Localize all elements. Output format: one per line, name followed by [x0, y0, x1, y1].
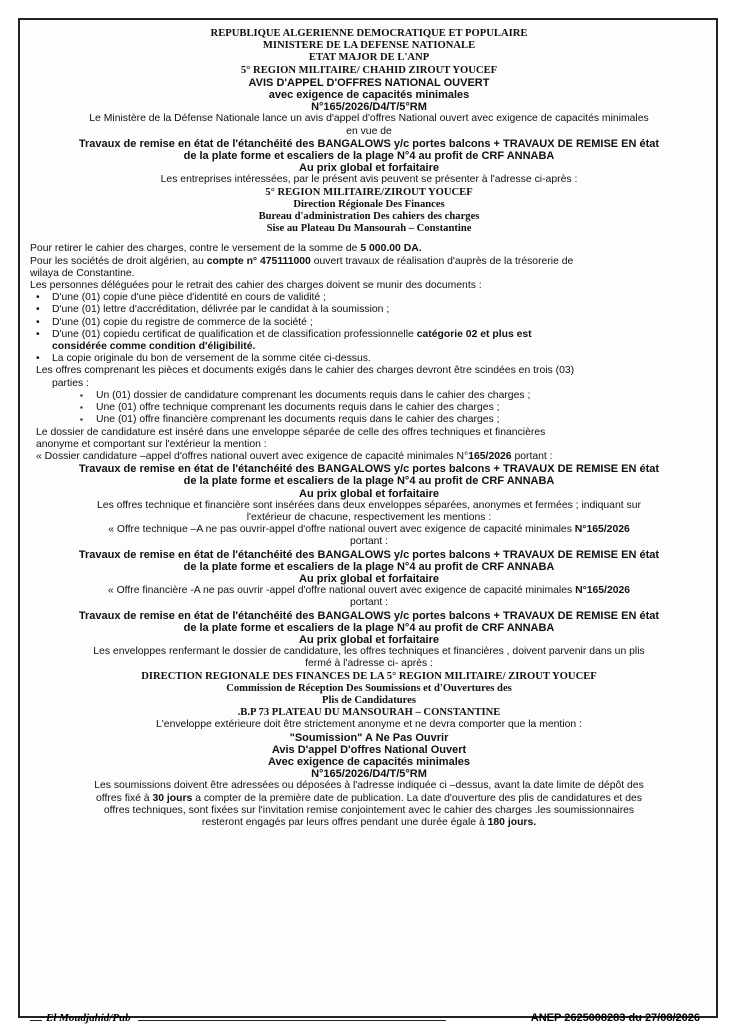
notice-title-block [30, 77, 708, 114]
dossier-mention: « Dossier candidature –appel d'offres national ouvert avec exigence de capacité minimales N°165/2026 portant : [36, 450, 553, 462]
address-block-2 [30, 671, 708, 720]
tech-intro: Les offres technique et financière sont insérées dans deux enveloppes séparées, anonymes et fermées ; indiquant sur [97, 499, 641, 511]
tech-mention-2: portant : [349, 536, 389, 548]
notice-reference: N°165/2026/D4/T/5°RM [311, 101, 427, 114]
address2-line: Plis de Candidatures [322, 694, 416, 706]
header-republic: REPUBLIQUE ALGERIENNE DEMOCRATIQUE ET POPULAIRE [210, 28, 528, 39]
footer [30, 1012, 708, 1026]
fin-mention: « Offre financière -A ne pas ouvrir -appel d'offre national ouvert avec exigence de capacité minimales N°165/2026 [107, 585, 631, 597]
intro-text: Le Ministère de la Défense Nationale lance un avis d'appel d'offres National ouvert avec exigence de capacités minimales [89, 113, 649, 125]
project-title-2: de la plate forme et escaliers de la plage N°4 au profit de CRF ANNABA [183, 621, 555, 634]
notice-title: AVIS D'APPEL D'OFFRES NATIONAL OUVERT [248, 76, 490, 89]
deadline: 30 jours [152, 792, 193, 804]
delegates-text: Les personnes déléguées pour le retrait des cahier des charges doivent se munir des documents : [30, 280, 482, 292]
tender-notice [30, 28, 708, 829]
footer-rule [138, 1020, 446, 1021]
offres-text: Les offres comprenant les pièces et documents exigés dans le cahier des charges devront être scindées en trois (03) [36, 365, 575, 377]
header-block [30, 28, 708, 77]
intro-text-2: en vue de [346, 125, 392, 137]
address1-line: 5° REGION MILITAIRE/ZIROUT YOUCEF [265, 186, 473, 198]
price-mode: Au prix global et forfaitaire [299, 633, 439, 646]
documents-list [30, 292, 708, 365]
notice-subtitle: avec exigence de capacités minimales [268, 89, 470, 102]
compte-text-2: wilaya de Constantine. [30, 267, 135, 279]
enveloppes-text-2: fermé à l'adresse ci- après : [305, 658, 433, 670]
account-number: compte n° 475111000 [206, 255, 311, 267]
list-item: • La copie originale du bon de versement de la somme citée ci-dessus. [30, 353, 708, 365]
list-item: • D'une (01) copiedu certificat de qualification et de classification professionnelle catégorie 02 et plus est considérée comme condition d'éligibilité. [30, 329, 708, 353]
header-staff: ETAT MAJOR DE L'ANP [308, 52, 430, 64]
list-item: • D'une (01) copie d'une pièce d'identité en cours de validité ; [30, 292, 708, 304]
list-item: ▪ Une (01) offre financière comprenant les documents requis dans le cahier des charges ; [30, 414, 708, 426]
address1-line: Direction Régionale Des Finances [293, 198, 445, 210]
publication-name: El Moudjahid/Pub [46, 1012, 131, 1024]
header-region: 5° REGION MILITAIRE/ CHAHID ZIROUT YOUCEF [240, 64, 498, 76]
list-item: ▪ Une (01) offre technique comprenant les documents requis dans le cahier des charges ; [30, 402, 708, 414]
tech-intro-2: l'extérieur de chacune, respectivement les mentions : [246, 511, 492, 523]
retrait-text: Pour retirer le cahier des charges, contre le versement de la somme de 5 000.00 DA. [30, 243, 422, 255]
project-title-1: Travaux de remise en état de l'étanchéité des BANGALOWS y/c portes balcons + TRAVAUX DE REMISE EN état [78, 463, 660, 476]
price-mode: Au prix global et forfaitaire [299, 487, 439, 500]
address-block-1 [30, 187, 708, 236]
compte-text: Pour les sociétés de droit algérien, au compte n° 475111000 ouvert travaux de réalisation d'auprès de la trésorerie de [30, 255, 574, 267]
project-title-1: Travaux de remise en état de l'étanchéité des BANGALOWS y/c portes balcons + TRAVAUX DE REMISE EN état [78, 548, 660, 561]
outer-envelope-text: L'enveloppe extérieure doit être strictement anonyme et ne devra comporter que la mention : [156, 719, 582, 731]
address2-line: DIRECTION REGIONALE DES FINANCES DE LA 5° REGION MILITAIRE/ ZIROUT YOUCEF [141, 670, 597, 682]
validity-period: 180 jours. [487, 817, 537, 828]
list-item: ▪ Un (01) dossier de candidature comprenant les documents requis dans le cahier des charges ; [30, 390, 708, 402]
project-title-2: de la plate forme et escaliers de la plage N°4 au profit de CRF ANNABA [183, 150, 555, 163]
project-title-1: Travaux de remise en état de l'étanchéité des BANGALOWS y/c portes balcons + TRAVAUX DE REMISE EN état [78, 609, 660, 622]
tech-mention: « Offre technique –A ne pas ouvrir-appel d'offre national ouvert avec exigence de capacité minimales N°165/2026 [108, 524, 630, 536]
amount: 5 000.00 DA. [360, 243, 422, 255]
footer-rule-left [30, 1020, 42, 1021]
address1-line: Sise au Plateau Du Mansourah – Constantine [266, 223, 472, 235]
project-title-2: de la plate forme et escaliers de la plage N°4 au profit de CRF ANNABA [183, 560, 555, 573]
address2-line: .B.P 73 PLATEAU DU MANSOURAH – CONSTANTINE [237, 707, 501, 719]
outer-envelope-mention: "Soumission" A Ne Pas Ouvrir Avis D'appel D'offres National Ouvert Avec exigence de capacités minimales N°165/2026/D4/T/5°RM [268, 731, 470, 781]
offres-list [30, 390, 708, 427]
list-item: • D'une (01) copie du registre de commerce de la société ; [30, 317, 708, 329]
price-mode: Au prix global et forfaitaire [299, 162, 439, 175]
header-ministry: MINISTERE DE LA DEFENSE NATIONALE [262, 40, 476, 52]
list-item: • D'une (01) lettre d'accréditation, délivrée par le candidat à la soumission ; [30, 304, 708, 316]
fin-mention-2: portant : [349, 597, 389, 609]
closing-paragraph: Les soumissions doivent être adressées ou déposées à l'adresse indiquée ci –dessus, avant la date limite de dépôt des offres fixé à 30 jours a compter de la première date de publication. La date d'ouverture des plis de candidatures et des offres techniques, sont fixées sur l'invitation remise conjointement avec le cahier des charges .les soumissionnaires resteront engagés par leurs offres pendant une durée égale à 180 jours. [94, 780, 644, 828]
anep-reference: ANEP 2625008283 du 27/08/2026 [530, 1012, 700, 1024]
dossier-text: Le dossier de candidature est inséré dans une enveloppe séparée de celle des offres techniques et financières [36, 426, 546, 438]
enveloppes-text: Les enveloppes renfermant le dossier de candidature, les offres techniques et financières , doivent parvenir dans un plis [93, 646, 645, 658]
dossier-text-2: anonyme et comportant sur l'extérieur la mention : [36, 438, 267, 450]
project-title-1: Travaux de remise en état de l'étanchéité des BANGALOWS y/c portes balcons + TRAVAUX DE REMISE EN état [78, 137, 660, 150]
offres-text-2: parties : [52, 377, 89, 389]
address2-line: Commission de Réception Des Soumissions et d'Ouvertures des [226, 682, 512, 694]
project-title-2: de la plate forme et escaliers de la plage N°4 au profit de CRF ANNABA [183, 475, 555, 488]
address1-line: Bureau d'administration Des cahiers des charges [258, 211, 480, 223]
price-mode: Au prix global et forfaitaire [299, 572, 439, 585]
present-text: Les entreprises intéressées, par le présent avis peuvent se présenter à l'adresse ci-après : [160, 174, 578, 186]
